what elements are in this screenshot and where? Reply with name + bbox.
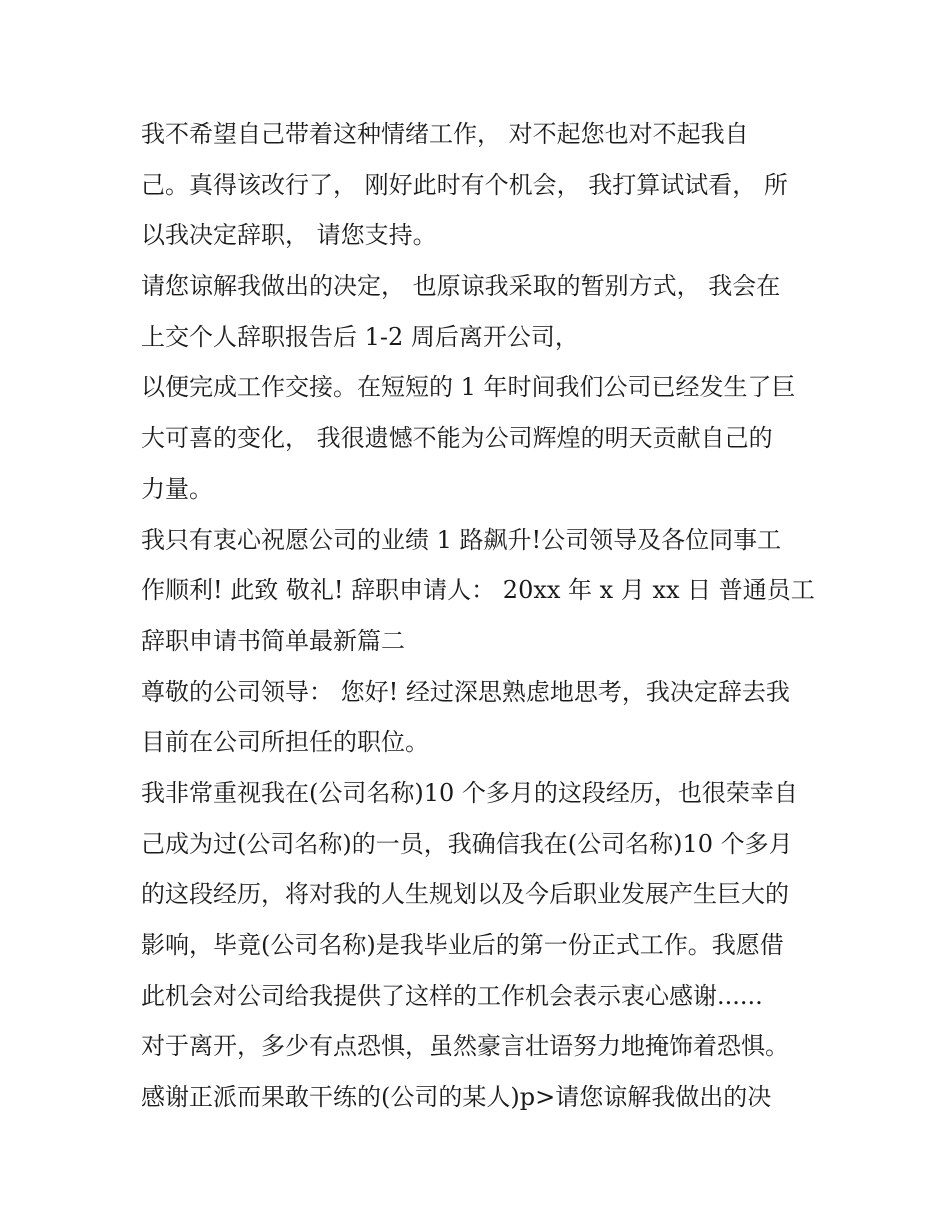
text-line: 目前在公司所担任的职位。 [141,728,429,757]
text-line: 作顺利! 此致 敬礼! 辞职申请人： 20xx 年 x 月 xx 日 普通员工 [141,576,815,605]
text-line: 以我决定辞职， 请您支持。 [141,221,437,250]
text-line: 力量。 [141,474,213,503]
section-heading: 辞职申请书简单最新篇二 [141,626,405,655]
text-line: 大可喜的变化， 我很遗憾不能为公司辉煌的明天贡献自己的 [141,424,773,453]
body-text [141,109,821,1123]
text-line: 上交个人辞职报告后 1-2 周后离开公司， [141,322,579,351]
text-line: 己。真得该改行了， 刚好此时有个机会， 我打算试试看， 所 [141,170,788,199]
text-line: 我非常重视我在(公司名称)10 个多月的这段经历，也很荣幸自 [141,778,798,807]
text-line: 感谢正派而果敢干练的(公司的某人)p>请您谅解我做出的决 [141,1083,772,1112]
text-line: 己成为过(公司名称)的一员，我确信我在(公司名称)10 个多月 [141,829,793,858]
text-line: 请您谅解我做出的决定， 也原谅我采取的暂别方式， 我会在 [141,272,781,301]
text-line: 我只有衷心祝愿公司的业绩 1 路飙升!公司领导及各位同事工 [141,525,782,554]
text-line: 以便完成工作交接。在短短的 1 年时间我们公司已经发生了巨 [141,373,796,402]
text-line: 我不希望自己带着这种情绪工作， 对不起您也对不起我自 [141,120,749,148]
text-line: 尊敬的公司领导： 您好! 经过深思熟虑地思考，我决定辞去我 [141,677,790,706]
text-line: 对于离开，多少有点恐惧，虽然豪言壮语努力地掩饰着恐惧。 [141,1032,789,1061]
text-line: 此机会对公司给我提供了这样的工作机会表示衷心感谢...... [141,981,763,1010]
text-line: 的这段经历，将对我的人生规划以及今后职业发展产生巨大的 [141,880,789,909]
text-line: 影响，毕竟(公司名称)是我毕业后的第一份正式工作。我愿借 [141,931,784,959]
